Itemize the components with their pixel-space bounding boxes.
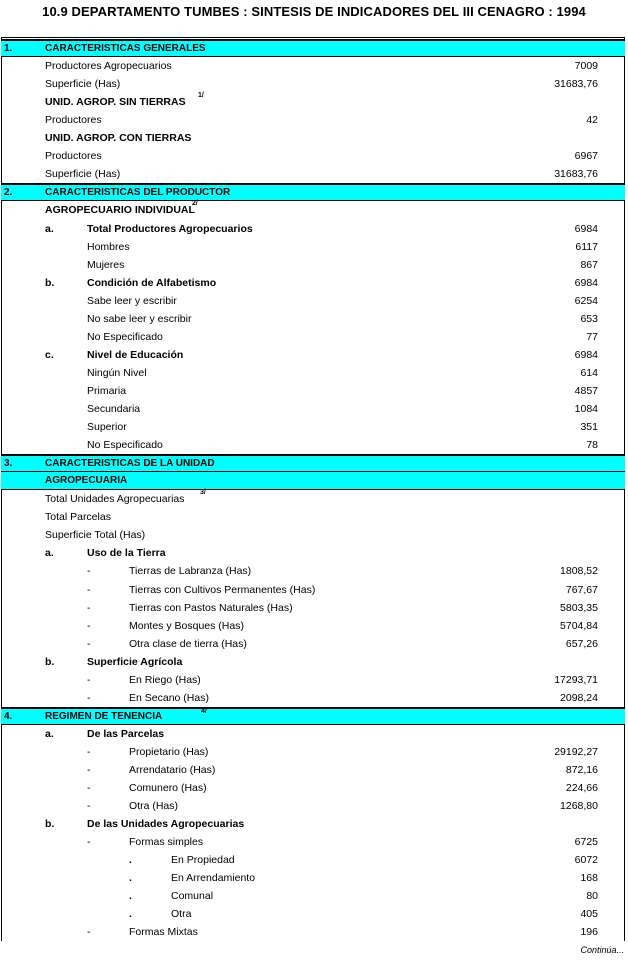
row-value: 17293,71 (554, 673, 598, 686)
row-value: 196 (580, 926, 598, 939)
row-value: 6072 (574, 854, 598, 867)
row-dash: - (87, 619, 91, 632)
table-row (1, 274, 625, 292)
row-bullet: . (129, 872, 132, 885)
table-row (1, 256, 625, 274)
section-title: REGIMEN DE TENENCIA (45, 710, 163, 722)
row-dash: - (87, 583, 91, 596)
table-row (1, 238, 625, 256)
row-label: Mujeres (87, 258, 125, 271)
row-dash: - (87, 565, 91, 578)
footnote-ref: 1/ (198, 92, 204, 100)
row-value: 1808,52 (560, 565, 598, 578)
row-label: Tierras con Pastos Naturales (Has) (129, 601, 293, 614)
row-label: Tierras de Labranza (Has) (129, 565, 252, 578)
row-letter: b. (45, 276, 55, 289)
section-header (1, 454, 625, 472)
table-row (1, 292, 625, 310)
row-bullet: . (129, 890, 132, 903)
row-label: No Especificado (87, 330, 163, 343)
table-row (1, 833, 625, 851)
row-label: No Especificado (87, 439, 163, 452)
footnote-ref: 4/ (201, 707, 207, 715)
row-value: 29192,27 (554, 745, 598, 758)
row-label: No sabe leer y escribir (87, 312, 192, 325)
section-header (1, 183, 625, 201)
table-row (1, 599, 625, 617)
table-row (1, 382, 625, 400)
section-header (1, 707, 625, 725)
table-row (1, 743, 625, 761)
table-row (1, 364, 625, 382)
row-label: En Riego (Has) (129, 673, 201, 686)
row-label: UNID. AGROP. SIN TIERRAS (45, 96, 186, 109)
row-value: 6725 (574, 836, 598, 849)
table-row (1, 779, 625, 797)
table-row (1, 436, 625, 454)
footnote-ref: 2/ (192, 200, 198, 208)
table-row (1, 93, 625, 111)
row-value: 6984 (574, 222, 598, 235)
row-label: Hombres (87, 240, 130, 253)
row-dash: - (87, 601, 91, 614)
row-value: 77 (586, 330, 598, 343)
table-row (1, 581, 625, 599)
row-label: Condición de Alfabetismo (87, 276, 217, 289)
row-value: 31683,76 (554, 168, 598, 181)
table-row (1, 75, 625, 93)
row-label: Formas Mixtas (129, 926, 198, 939)
row-label: Arrendatario (Has) (129, 764, 216, 776)
section-number: 4. (4, 710, 13, 722)
table-row (1, 887, 625, 905)
row-label: Otra (Has) (129, 800, 179, 813)
row-value: 6984 (574, 276, 598, 289)
row-value: 867 (580, 258, 598, 271)
row-label: Sabe leer y escribir (87, 294, 177, 307)
row-label: Primaria (87, 384, 127, 397)
row-dash: - (87, 782, 91, 795)
row-label: Productores Agropecuarios (45, 60, 172, 73)
table-row (1, 869, 625, 887)
row-label: De las Parcelas (87, 727, 165, 740)
section-header (1, 39, 625, 57)
section-title: CARACTERISTICAS GENERALES (45, 43, 206, 54)
table-row (1, 923, 625, 941)
row-bullet: . (129, 854, 132, 867)
table-row (1, 57, 625, 75)
row-value: 767,67 (565, 583, 598, 596)
row-value: 5704,84 (560, 619, 598, 632)
table-row (1, 689, 625, 707)
row-dash: - (87, 673, 91, 686)
row-label: Superior (87, 421, 127, 434)
table-row (1, 544, 625, 562)
table-row (1, 526, 625, 544)
row-label: Nivel de Educación (87, 348, 184, 361)
row-dash: - (87, 836, 91, 849)
table-row (1, 111, 625, 129)
row-value: 2098,24 (560, 691, 598, 704)
row-letter: b. (45, 818, 55, 831)
row-value: 405 (580, 908, 598, 921)
row-label: Superficie Agrícola (87, 655, 183, 668)
row-label: Superficie (Has) (45, 78, 121, 91)
row-label: En Propiedad (171, 854, 235, 867)
section-number: 1. (4, 43, 13, 54)
table-row (1, 201, 625, 219)
row-value: 351 (580, 421, 598, 434)
table-row (1, 490, 625, 508)
table-row (1, 508, 625, 526)
row-dash: - (87, 800, 91, 813)
page-title: 10.9 DEPARTAMENTO TUMBES : SINTESIS DE INDICADORES DEL III CENAGRO : 1994 (42, 4, 586, 19)
row-dash: - (87, 926, 91, 939)
row-label: Total Parcelas (45, 511, 111, 524)
table-row (1, 418, 625, 436)
row-value: 6254 (574, 294, 598, 307)
row-value: 168 (580, 872, 598, 885)
row-bullet: . (129, 908, 132, 921)
row-label: Propietario (Has) (129, 745, 209, 758)
row-label: Uso de la Tierra (87, 547, 166, 560)
table-row (1, 635, 625, 653)
row-value: 872,16 (565, 764, 598, 776)
row-label: Otra clase de tierra (Has) (129, 637, 247, 650)
row-label: De las Unidades Agropecuarias (87, 818, 245, 831)
row-label: Productores (45, 150, 102, 163)
row-dash: - (87, 637, 91, 650)
row-value: 224,66 (565, 782, 598, 795)
row-value: 4857 (574, 384, 598, 397)
row-value: 653 (580, 312, 598, 325)
table-row (1, 761, 625, 779)
row-label: Comunero (Has) (129, 782, 207, 795)
table-row (1, 328, 625, 346)
row-value: 614 (580, 366, 598, 379)
section-number: 3. (4, 458, 13, 470)
row-label: Total Unidades Agropecuarias (45, 493, 185, 506)
row-value: 80 (586, 890, 598, 903)
table-row (1, 562, 625, 580)
row-value: 31683,76 (554, 78, 598, 91)
table-row (1, 220, 625, 238)
section-number: 2. (4, 187, 13, 199)
table-row (1, 147, 625, 165)
footnote-ref: 3/ (200, 489, 206, 497)
row-label: Ningún Nivel (87, 366, 147, 379)
continued-note: Continúa... (580, 945, 624, 955)
row-value: 657,26 (565, 637, 598, 650)
row-label: En Secano (Has) (129, 691, 209, 704)
row-label: Superficie (Has) (45, 168, 121, 181)
row-value: 6967 (574, 150, 598, 163)
table-row (1, 671, 625, 689)
row-label: Productores (45, 114, 102, 127)
row-letter: a. (45, 727, 54, 740)
row-label: Secundaria (87, 403, 141, 415)
table-row (1, 905, 625, 923)
table-row (1, 653, 625, 671)
table-row (1, 797, 625, 815)
table-row (1, 851, 625, 869)
row-value: 6117 (575, 240, 598, 253)
row-value: 5803,35 (560, 601, 598, 614)
row-label: Total Productores Agropecuarios (87, 222, 253, 235)
row-letter: c. (45, 348, 54, 361)
row-value: 7009 (574, 60, 598, 73)
section-title: CARACTERISTICAS DE LA UNIDAD (45, 458, 215, 470)
table-row (1, 725, 625, 743)
row-value: 1084 (574, 403, 598, 415)
row-label: Montes y Bosques (Has) (129, 619, 244, 632)
row-value: 1268,80 (560, 800, 598, 813)
row-label: Tierras con Cultivos Permanentes (Has) (129, 583, 316, 596)
table-row (1, 310, 625, 328)
row-label: Formas simples (129, 836, 204, 849)
table-row (1, 346, 625, 364)
row-label: AGROPECUARIO INDIVIDUAL (45, 204, 195, 217)
row-dash: - (87, 745, 91, 758)
section-title: AGROPECUARIA (45, 475, 128, 487)
row-letter: a. (45, 222, 54, 235)
row-dash: - (87, 691, 91, 704)
row-letter: b. (45, 655, 55, 668)
row-dash: - (87, 764, 91, 776)
row-value: 6984 (574, 348, 598, 361)
row-label: Otra (171, 908, 192, 921)
table-row (1, 129, 625, 147)
row-label: Comunal (171, 890, 214, 903)
section-header-continued (1, 472, 625, 490)
table-row (1, 815, 625, 833)
row-value: 78 (586, 439, 598, 452)
row-label: UNID. AGROP. CON TIERRAS (45, 132, 192, 145)
table-row (1, 165, 625, 183)
section-title: CARACTERISTICAS DEL PRODUCTOR (45, 187, 231, 199)
row-label: En Arrendamiento (171, 872, 256, 885)
row-letter: a. (45, 547, 54, 560)
table-row (1, 400, 625, 418)
table-row (1, 617, 625, 635)
row-label: Superficie Total (Has) (45, 529, 146, 542)
row-value: 42 (586, 114, 598, 127)
